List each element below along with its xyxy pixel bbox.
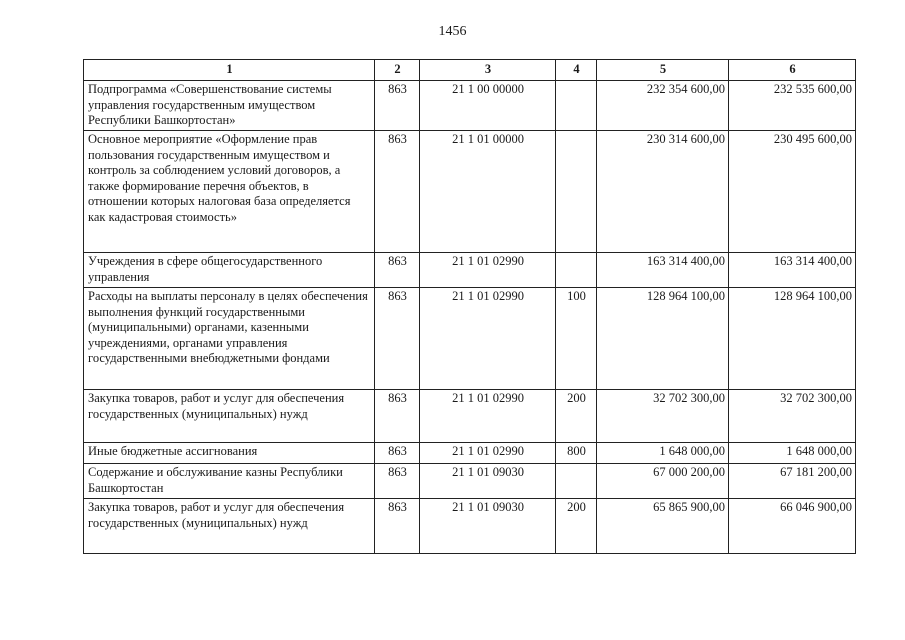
- row-target-code: 21 1 01 02990: [420, 390, 556, 443]
- row-amount-2: 128 964 100,00: [729, 288, 856, 390]
- row-amount-1: 65 865 900,00: [597, 499, 729, 554]
- row-target-code: 21 1 01 02990: [420, 443, 556, 464]
- row-amount-1: 163 314 400,00: [597, 253, 729, 288]
- row-target-code: 21 1 00 00000: [420, 81, 556, 131]
- row-amount-1: 230 314 600,00: [597, 131, 729, 253]
- row-amount-2: 230 495 600,00: [729, 131, 856, 253]
- row-name: Закупка товаров, работ и услуг для обеспечения государственных (муниципальных) нужд: [84, 499, 375, 554]
- row-admin-code: 863: [375, 253, 420, 288]
- row-amount-1: 128 964 100,00: [597, 288, 729, 390]
- row-target-code: 21 1 01 09030: [420, 499, 556, 554]
- row-amount-1: 67 000 200,00: [597, 464, 729, 499]
- row-name: Подпрограмма «Совершенствование системы управления государственным имуществом Республики Башкортостан»: [84, 81, 375, 131]
- row-amount-2: 66 046 900,00: [729, 499, 856, 554]
- row-amount-1: 32 702 300,00: [597, 390, 729, 443]
- table-row: [84, 131, 856, 253]
- table-row: [84, 390, 856, 443]
- row-target-code: 21 1 01 02990: [420, 253, 556, 288]
- column-header-5: 5: [597, 60, 729, 81]
- page-number: 1456: [438, 24, 467, 39]
- row-amount-2: 1 648 000,00: [729, 443, 856, 464]
- row-amount-1: 1 648 000,00: [597, 443, 729, 464]
- row-name: Иные бюджетные ассигнования: [84, 443, 375, 464]
- row-admin-code: 863: [375, 288, 420, 390]
- row-name: Расходы на выплаты персоналу в целях обеспечения выполнения функций государственными (муниципальными) органами, казенными учреждениями, органами управления государственными внебюджетными фондами: [84, 288, 375, 390]
- column-header-1: 1: [84, 60, 375, 81]
- table-row: [84, 443, 856, 464]
- header-row: [84, 60, 856, 81]
- table-row: [84, 288, 856, 390]
- row-admin-code: 863: [375, 390, 420, 443]
- row-amount-2: 163 314 400,00: [729, 253, 856, 288]
- row-target-code: 21 1 01 02990: [420, 288, 556, 390]
- row-admin-code: 863: [375, 81, 420, 131]
- row-admin-code: 863: [375, 464, 420, 499]
- row-admin-code: 863: [375, 443, 420, 464]
- row-amount-2: 232 535 600,00: [729, 81, 856, 131]
- column-header-6: 6: [729, 60, 856, 81]
- column-header-4: 4: [556, 60, 597, 81]
- row-expense-type: 200: [556, 390, 597, 443]
- row-expense-type: 800: [556, 443, 597, 464]
- row-expense-type: [556, 253, 597, 288]
- row-target-code: 21 1 01 00000: [420, 131, 556, 253]
- row-admin-code: 863: [375, 131, 420, 253]
- row-name: Основное мероприятие «Оформление прав пользования государственным имуществом и контроль за соблюдением условий договоров, а также формирование перечня объектов, в отношении которых налоговая база определяется как кадастровая стоимость»: [84, 131, 375, 253]
- table-row: [84, 253, 856, 288]
- row-amount-2: 32 702 300,00: [729, 390, 856, 443]
- row-expense-type: 100: [556, 288, 597, 390]
- budget-table: [83, 59, 856, 554]
- row-admin-code: 863: [375, 499, 420, 554]
- row-expense-type: [556, 131, 597, 253]
- row-name: Учреждения в сфере общегосударственного управления: [84, 253, 375, 288]
- table-row: [84, 81, 856, 131]
- row-name: Содержание и обслуживание казны Республики Башкортостан: [84, 464, 375, 499]
- row-amount-2: 67 181 200,00: [729, 464, 856, 499]
- row-target-code: 21 1 01 09030: [420, 464, 556, 499]
- column-header-3: 3: [420, 60, 556, 81]
- column-header-2: 2: [375, 60, 420, 81]
- row-amount-1: 232 354 600,00: [597, 81, 729, 131]
- table-row: [84, 499, 856, 554]
- row-expense-type: [556, 81, 597, 131]
- table-row: [84, 464, 856, 499]
- row-expense-type: 200: [556, 499, 597, 554]
- row-expense-type: [556, 464, 597, 499]
- row-name: Закупка товаров, работ и услуг для обеспечения государственных (муниципальных) нужд: [84, 390, 375, 443]
